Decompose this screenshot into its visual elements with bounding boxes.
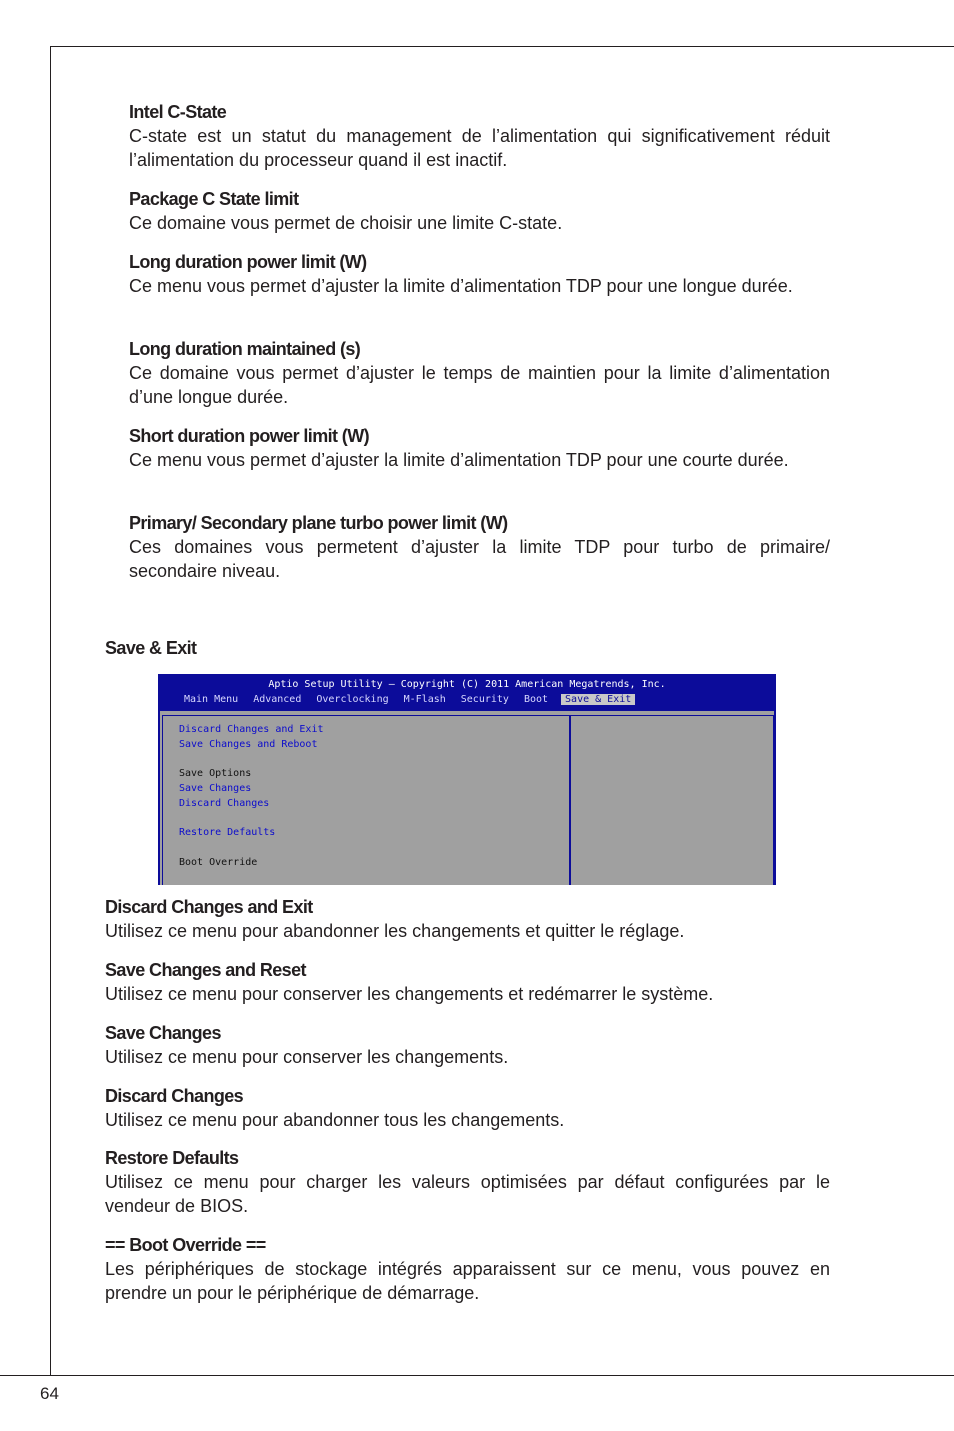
section-heading: Save Changes — [105, 1023, 221, 1043]
bios-body — [160, 711, 774, 885]
section-discard-changes-and-exit — [105, 895, 830, 943]
section-text: C-state est un statut du management de l’alimentation qui significativement réduit l’alimentation du processeur quand il est inactif. — [129, 126, 830, 170]
bios-tab-advanced: Advanced — [253, 694, 302, 705]
bios-tab-bar — [182, 694, 646, 705]
section-text: Utilisez ce menu pour charger les valeurs optimisées par défaut configurées par le vendeur de BIOS. — [105, 1172, 830, 1216]
section-heading: Restore Defaults — [105, 1148, 239, 1168]
section-text: Ce menu vous permet d’ajuster la limite d’alimentation TDP pour une longue durée. — [129, 276, 793, 296]
section-text: Ce domaine vous permet d’ajuster le temps de maintien pour la limite d’alimentation d’une longue durée. — [129, 363, 830, 407]
bios-tab-m-flash: M-Flash — [403, 694, 446, 705]
page-frame-bottom-rule — [0, 1375, 954, 1376]
section-text: Ces domaines vous permetent d’ajuster la limite TDP pour turbo de primaire/ secondaire niveau. — [129, 537, 830, 581]
section-text: Ce domaine vous permet de choisir une limite C-state. — [129, 213, 563, 233]
page-number: 64 — [40, 1384, 59, 1403]
bios-item-restore-defaults: Restore Defaults — [179, 827, 276, 838]
bios-tab-boot: Boot — [523, 694, 549, 705]
section-intel-c-state — [129, 100, 830, 172]
section-heading: Discard Changes — [105, 1086, 244, 1106]
bios-item-save-changes-and-reboot: Save Changes and Reboot — [179, 739, 318, 750]
section-heading: Long duration power limit (W) — [129, 252, 367, 272]
bios-screenshot — [158, 674, 776, 885]
bios-item-discard-changes: Discard Changes — [179, 798, 270, 809]
section-heading: Long duration maintained (s) — [129, 339, 361, 359]
section-plane-turbo-power-limit — [129, 511, 830, 583]
section-boot-override — [105, 1233, 830, 1305]
section-heading: Package C State limit — [129, 189, 299, 209]
section-heading: Short duration power limit (W) — [129, 426, 369, 446]
save-exit-heading-block — [105, 636, 830, 660]
section-heading: Primary/ Secondary plane turbo power limit (W) — [129, 513, 508, 533]
bios-item-boot-override: Boot Override — [179, 857, 258, 868]
section-heading: Save Changes and Reset — [105, 960, 306, 980]
page-frame-top-rule — [50, 46, 954, 47]
bios-item-discard-changes-and-exit: Discard Changes and Exit — [179, 724, 324, 735]
bios-tab-main-menu: Main Menu — [184, 694, 239, 705]
section-discard-changes — [105, 1084, 830, 1132]
bios-item-save-changes: Save Changes — [179, 783, 252, 794]
bios-item-save-options: Save Options — [179, 768, 252, 779]
section-text: Utilisez ce menu pour conserver les changements. — [105, 1047, 509, 1067]
section-long-duration-power-limit — [129, 250, 830, 298]
bios-help-panel — [570, 715, 774, 885]
bios-tab-save-exit: Save & Exit — [561, 694, 635, 705]
bios-menu-panel — [162, 715, 570, 885]
section-short-duration-power-limit — [129, 424, 830, 472]
section-text: Utilisez ce menu pour abandonner les changements et quitter le réglage. — [105, 921, 685, 941]
section-text: Ce menu vous permet d’ajuster la limite d’alimentation TDP pour une courte durée. — [129, 450, 789, 470]
section-heading: Discard Changes and Exit — [105, 897, 313, 917]
section-package-c-state-limit — [129, 187, 830, 235]
section-heading: == Boot Override == — [105, 1235, 266, 1255]
section-restore-defaults — [105, 1146, 830, 1218]
save-exit-heading: Save & Exit — [105, 638, 197, 658]
section-text: Utilisez ce menu pour conserver les changements et redémarrer le système. — [105, 984, 714, 1004]
section-heading: Intel C-State — [129, 102, 227, 122]
bios-tab-overclocking: Overclocking — [316, 694, 389, 705]
page-frame-left-rule — [50, 46, 51, 1376]
section-save-changes — [105, 1021, 830, 1069]
section-long-duration-maintained — [129, 337, 830, 409]
section-text: Utilisez ce menu pour abandonner tous les changements. — [105, 1110, 565, 1130]
section-save-changes-and-reset — [105, 958, 830, 1006]
bios-title: Aptio Setup Utility – Copyright (C) 2011 American Megatrends, Inc. — [268, 679, 666, 690]
section-text: Les périphériques de stockage intégrés apparaissent sur ce menu, vous pouvez en prendre un pour le périphérique de démarrage. — [105, 1259, 830, 1303]
bios-tab-security: Security — [460, 694, 509, 705]
